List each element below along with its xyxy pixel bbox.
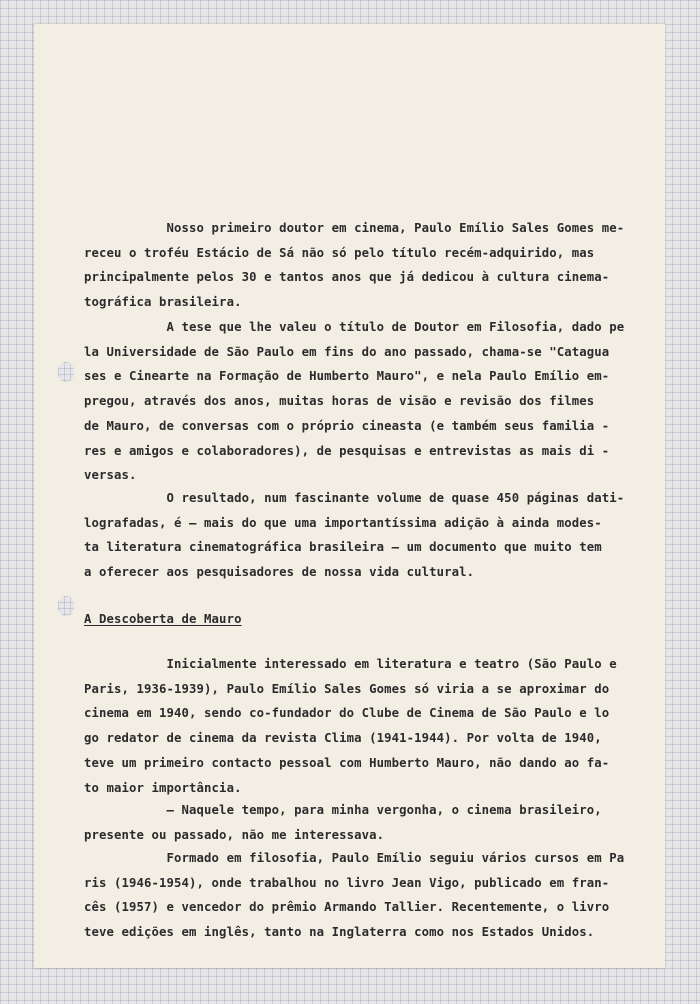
text-line: ta literatura cinematográfica brasileira — um documento que muito tem (84, 540, 602, 555)
text-line: de Mauro, de conversas com o próprio cineasta (e também seus familia - (84, 418, 610, 433)
text-line: cinema em 1940, sendo co-fundador do Clube de Cinema de São Paulo e lo (84, 706, 610, 721)
text-line: versas. (84, 468, 137, 483)
typewritten-page (34, 24, 665, 968)
paragraph-early-years (84, 652, 619, 800)
punch-hole (58, 596, 74, 616)
text-line: a oferecer aos pesquisadores de nossa vida cultural. (84, 565, 475, 580)
text-line: Paris, 1936-1939), Paulo Emílio Sales Gomes só viria a se aproximar do (84, 681, 610, 696)
paragraph-quote (84, 798, 619, 847)
text-line: Inicialmente interessado em literatura e teatro (São Paulo e (84, 657, 617, 671)
paragraph-career (84, 846, 625, 945)
text-line: receu o troféu Estácio de Sá não só pelo título recém-adquirido, mas (84, 245, 595, 260)
text-line: presente ou passado, não me interessava. (84, 827, 385, 842)
text-line: ses e Cinearte na Formação de Humberto Mauro", e nela Paulo Emílio em- (84, 369, 610, 384)
section-heading (84, 607, 619, 632)
text-line: to maior importância. (84, 780, 242, 795)
text-line: teve edições em inglês, tanto na Inglaterra como nos Estados Unidos. (84, 925, 595, 940)
text-line: principalmente pelos 30 e tantos anos que já dedicou à cultura cinema- (84, 270, 610, 285)
text-line: la Universidade de São Paulo em fins do ano passado, chama-se "Catagua (84, 344, 610, 359)
text-line: cês (1957) e vencedor do prêmio Armando Tallier. Recentemente, o livro (84, 900, 610, 915)
text-line: tográfica brasileira. (84, 295, 242, 310)
paragraph-intro (84, 216, 625, 315)
punch-hole (58, 362, 74, 382)
text-line: ris (1946-1954), onde trabalhou no livro Jean Vigo, publicado em fran- (84, 875, 610, 890)
text-line: go redator de cinema da revista Clima (1941-1944). Por volta de 1940, (84, 731, 602, 746)
text-line: res e amigos e colaboradores), de pesquisas e entrevistas as mais di - (84, 443, 610, 458)
text-line: teve um primeiro contacto pessoal com Humberto Mauro, não dando ao fa- (84, 755, 610, 770)
text-line: Nosso primeiro doutor em cinema, Paulo Emílio Sales Gomes me- (84, 221, 625, 235)
text-line: pregou, através dos anos, muitas horas de visão e revisão dos filmes (84, 394, 595, 409)
text-line: O resultado, num fascinante volume de quase 450 páginas dati- (84, 491, 625, 505)
text-line: A tese que lhe valeu o título de Doutor em Filosofia, dado pe (84, 320, 625, 334)
section-title: A Descoberta de Mauro (84, 612, 242, 626)
text-line: Formado em filosofia, Paulo Emílio seguiu vários cursos em Pa (84, 851, 625, 865)
text-line: lografadas, é — mais do que uma importantíssima adição à ainda modes- (84, 515, 602, 530)
text-line: — Naquele tempo, para minha vergonha, o cinema brasileiro, (84, 803, 602, 817)
paragraph-result (84, 486, 625, 585)
paragraph-thesis (84, 315, 625, 488)
